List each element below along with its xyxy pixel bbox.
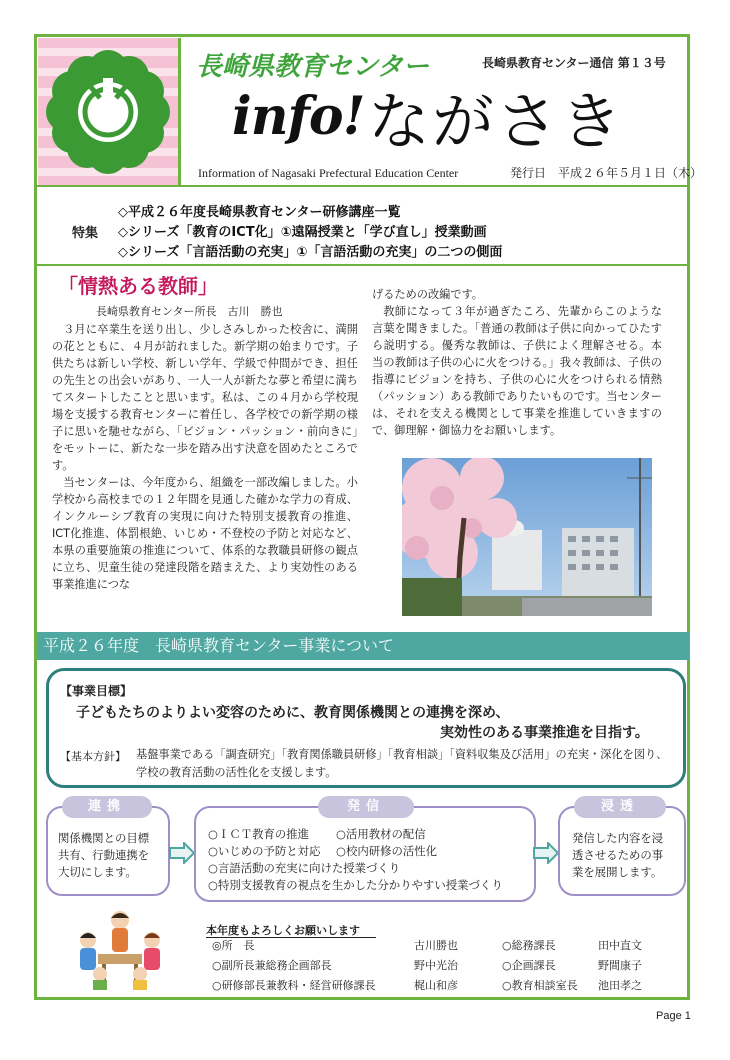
flower-emblem-icon xyxy=(38,38,178,186)
section-title: 平成２６年度 長崎県教育センター事業について xyxy=(43,636,395,655)
essay-title: 「情熱ある教師」 xyxy=(58,274,218,298)
shinto-label: 浸透 xyxy=(574,796,666,818)
essay-continuation: げるための改編です。 xyxy=(372,288,483,301)
staff-roles-left: ◎所 長 ○副所長兼総務企画部長 ○研修部長兼教科・経営研修課長 xyxy=(212,939,376,992)
essay-paragraph: ３月に卒業生を送り出し、少しさみしかった校舎に、満開の花とともに、４月が訪れました。新学期の始まりです。子供たちは新しい学校、新しい学年、学級で仲間ができ、担任の先生との出会いがあり、一人一人が新たな夢と希望に満ちてスタートしたことと思います。私は、この４月から学校現場を支援する教育センターに着任し、各学校での新学期の様子に思いを馳せながら、「ビジョン・パッション・前向きに」をモットーに、新たな一歩を踏み出す決意を固めたところです。 xyxy=(52,323,358,472)
goal-text: 子どもたちのよりよい変容のために、教育関係機関との連携を深め、 xyxy=(76,705,510,721)
feature-rule xyxy=(37,264,689,266)
policy-label: 【基本方針】 xyxy=(60,750,126,763)
hasshin-item: ○特別支援教育の視点を生かした分かりやすい授業づくり xyxy=(208,878,503,892)
essay-author: 長崎県教育センター所長 古川 勝也 xyxy=(96,305,283,318)
hasshin-item: ○ＩＣＴ教育の推進 xyxy=(208,827,310,841)
issue-number: 長崎県教育センター通信 第１３号 xyxy=(482,56,666,70)
center-building-photo xyxy=(402,458,652,616)
brand-info: info! xyxy=(232,86,365,147)
english-name: Information of Nagasaki Prefectural Education Center xyxy=(198,166,459,180)
org-title: 長崎県教育センター xyxy=(196,52,429,82)
hasshin-item: ○活用教材の配信 xyxy=(336,827,426,841)
policy-text: 基盤事業である「調査研究」「教育関係職員研修」「教育相談」「資料収集及び活用」の充実・深化を図り、学校の教育活動の活性化を支援します。 xyxy=(136,748,668,779)
brand-nagasaki: ながさき xyxy=(368,85,625,158)
feature-label: 特集 xyxy=(72,226,99,241)
essay-paragraph: 教師になって３年が過ぎたころ、先輩からこのような言葉を聞きました。「普通の教師は子供に向かってひたすら説明する。優秀な教師は、子供によく理解させる。本当の教師は子供の心に火をつける。」我々教師は、子供の指導にビジョンを持ち、子供の心に火をつけられる情熱（パッション）ある教師でありたいものです。当センターは、それを支える機関として事業を推進していきますので、御理解・御協力をお願いします。 xyxy=(372,305,662,437)
header-divider xyxy=(178,38,181,186)
goal-label: 【事業目標】 xyxy=(60,684,133,698)
section-title-bar xyxy=(37,632,689,660)
publish-date: 発行日 平成２６年５月１日（木） xyxy=(510,166,703,180)
arrow-right-icon xyxy=(168,842,196,864)
feature-item: ◇平成２６年度長崎県教育センター研修講座一覧 xyxy=(118,205,401,220)
header-rule xyxy=(37,185,689,187)
staff-greeting: 本年度もよろしくお願いします xyxy=(206,924,360,937)
renkei-label: 連携 xyxy=(62,796,152,818)
staff-roles-right: ○総務課長 ○企画課長 ○教育相談室長 xyxy=(502,939,578,992)
hasshin-item: ○いじめの予防と対応 xyxy=(208,844,321,858)
feature-item: ◇シリーズ「教育のICT化」①遠隔授業と「学び直し」授業動画 xyxy=(118,225,487,240)
shinto-text: 発信した内容を浸 透させるための事 業を展開します。 xyxy=(572,831,664,879)
children-illustration-icon xyxy=(70,906,170,990)
goal-text: 実効性のある事業推進を目指す。 xyxy=(440,725,649,741)
essay-right-column xyxy=(372,286,662,439)
arrow-right-icon xyxy=(532,842,560,864)
hasshin-item: ○言語活動の充実に向けた授業づくり xyxy=(208,861,401,875)
staff-names-right: 田中直文 野間康子 池田孝之 xyxy=(598,939,642,992)
essay-left-column xyxy=(52,321,358,593)
staff-names-left: 古川勝也 野中光治 梶山和彦 xyxy=(414,939,458,992)
hasshin-item: ○校内研修の活性化 xyxy=(336,844,438,858)
feature-item: ◇シリーズ「言語活動の充実」①「言語活動の充実」の二つの側面 xyxy=(118,245,503,260)
page-number: Page 1 xyxy=(656,1010,691,1022)
essay-paragraph: 当センターは、今年度から、組織を一部改編しました。小学校から高校までの１２年間を見通した確かな学力の育成、インクルーシブ教育の実現に向けた特別支援教育の推進、ICT化推進、体罰根絶、いじめ・不登校の予防と対応など、本県の重要施策の推進について、体系的な教職員研修の観点に立ち、児童生徒の発達段階を踏まえた、より実効性のある事業推進につな xyxy=(52,476,358,591)
logo xyxy=(38,38,178,186)
hasshin-label: 発信 xyxy=(318,796,414,818)
renkei-text: 関係機関との目標 共有、行動連携を 大切にします。 xyxy=(58,831,150,879)
